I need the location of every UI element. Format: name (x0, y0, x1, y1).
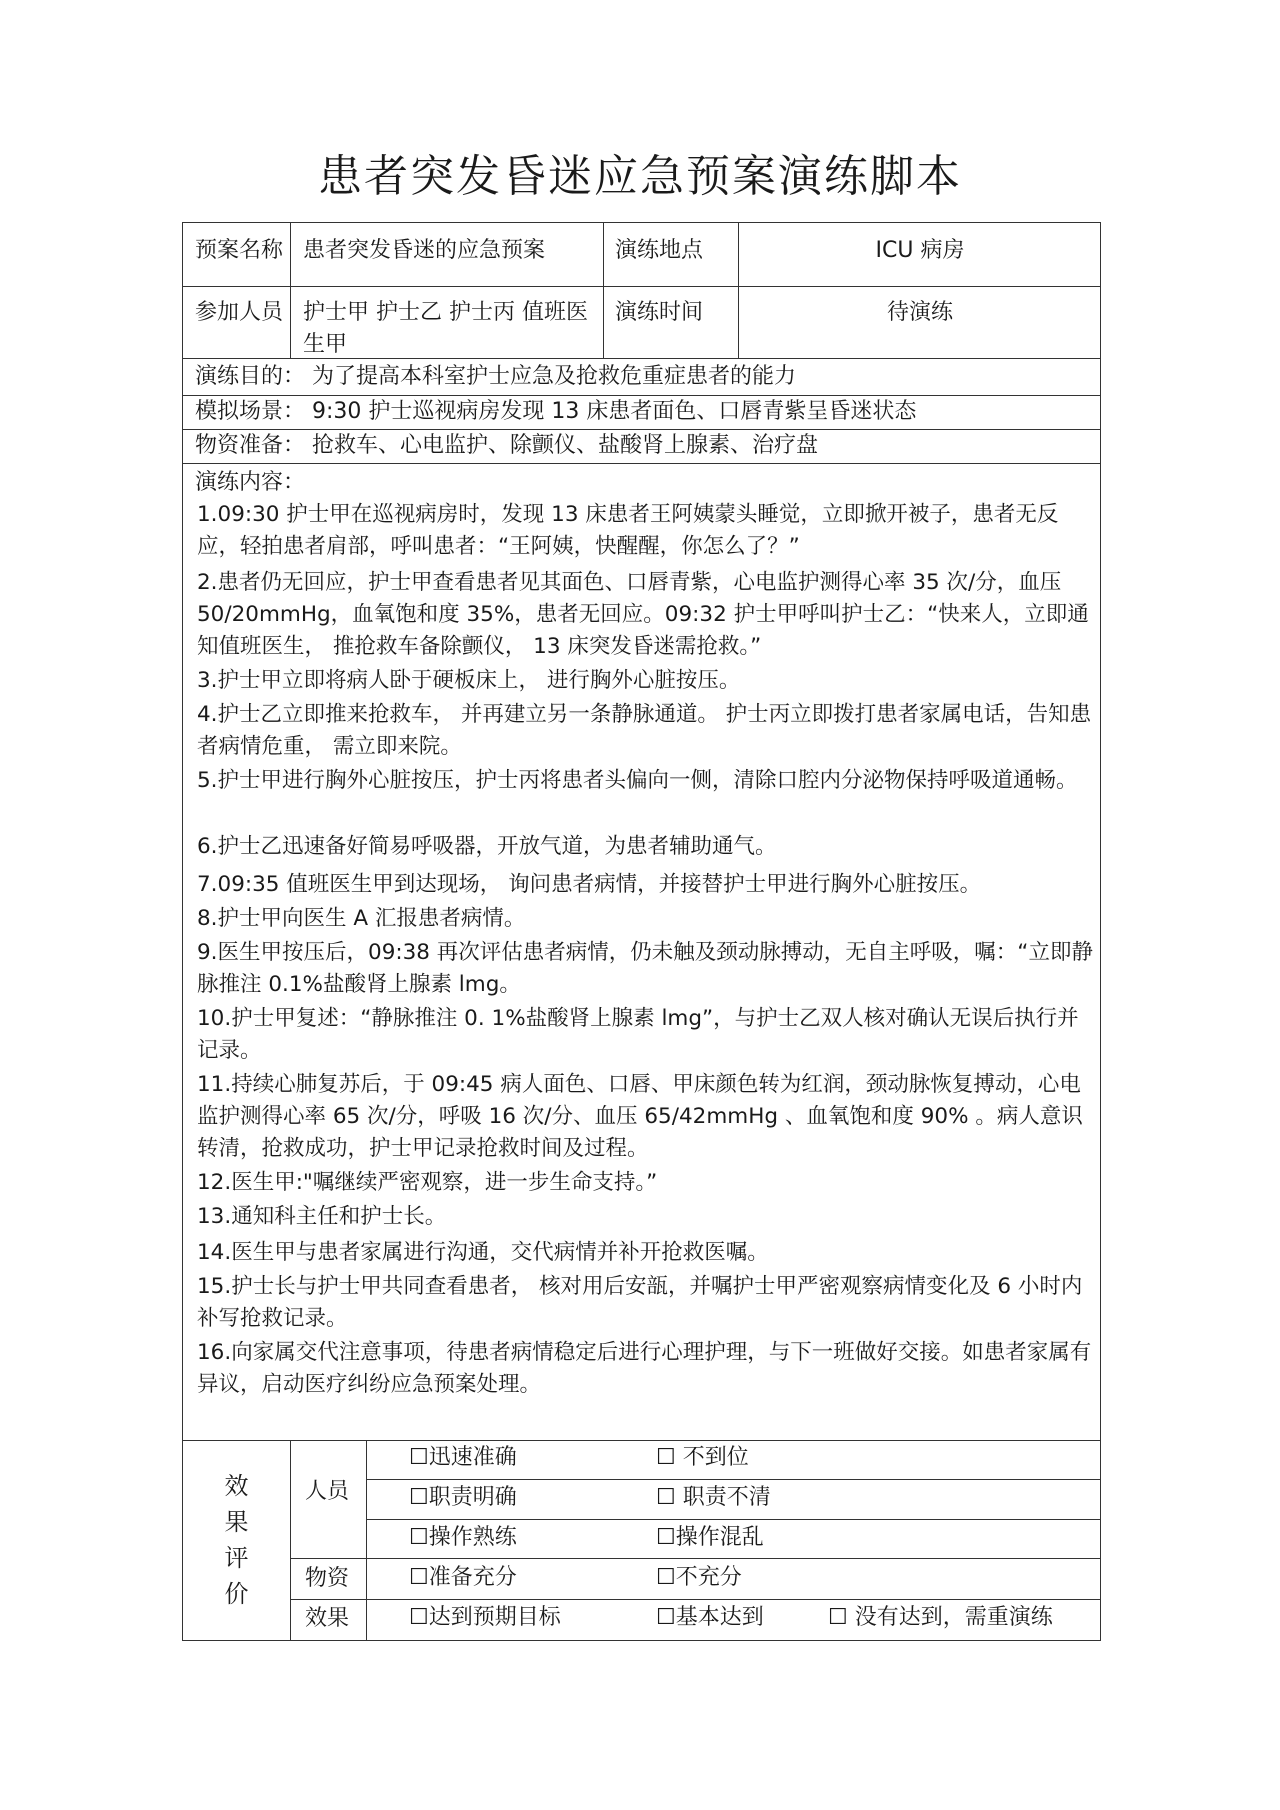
drill-step: 9.医生甲按压后，09:38 再次评估患者病情，仍未触及颈动脉搏动，无自主呼吸，嘱：“立即静脉推注 0.1%盐酸肾上腺素 lmg。 (197, 940, 1093, 997)
row-divider (366, 1519, 1100, 1520)
row-divider (183, 286, 1100, 287)
plan-name-value: 患者突发昏迷的应急预案 (303, 238, 546, 263)
time-label: 演练时间 (615, 300, 704, 325)
drill-script-table (182, 222, 1101, 1641)
drill-step: 15.护士长与护士甲共同查看患者， 核对用后安瓿，并嘱护士甲严密观察病情变化及 6 小时内补写抢救记录。 (197, 1274, 1083, 1331)
eval-checkbox[interactable]: ☐迅速准确 (409, 1445, 517, 1470)
participants-value: 护士甲 护士乙 护士丙 值班医生甲 (303, 300, 588, 357)
drill-step: 1.09:30 护士甲在巡视病房时，发现 13 床患者王阿姨蒙头睡觉，立即掀开被子，患者无反应，轻拍患者肩部，呼叫患者：“王阿姨，快醒醒，你怎么了？” (197, 502, 1059, 559)
drill-step: 10.护士甲复述：“静脉推注 0. 1%盐酸肾上腺素 lmg”，与护士乙双人核对确认无误后执行并记录。 (197, 1006, 1079, 1063)
row-divider (290, 1558, 1100, 1559)
eval-checkbox[interactable]: ☐ 没有达到，需重演练 (828, 1605, 1053, 1630)
drill-step: 5.护士甲进行胸外心脏按压，护士丙将患者头偏向一侧，清除口腔内分泌物保持呼吸道通畅。 (197, 768, 1078, 793)
col-divider (366, 1440, 367, 1640)
drill-step: 2.患者仍无回应，护士甲查看患者见其面色、口唇青紫，心电监护测得心率 35 次/分，血压 50/20mmHg，血氧饱和度 35%，患者无回应。09:32 护士甲呼叫护士乙：“快来人，立即通知值班医生， 推抢救车备除颤仪， 13 床突发昏迷需抢救。” (197, 570, 1089, 659)
eval-personnel-label: 人员 (305, 1479, 350, 1504)
drill-step: 12.医生甲:"嘱继续严密观察，进一步生命支持。” (197, 1170, 658, 1195)
eval-checkbox[interactable]: ☐操作混乱 (656, 1525, 764, 1550)
eval-checkbox[interactable]: ☐基本达到 (656, 1605, 764, 1630)
eval-materials-label: 物资 (305, 1566, 350, 1591)
location-label: 演练地点 (615, 238, 704, 263)
eval-side-char: 评 (224, 1544, 249, 1572)
drill-step: 8.护士甲向医生 A 汇报患者病情。 (197, 906, 526, 931)
col-divider (290, 1440, 291, 1640)
drill-step: 16.向家属交代注意事项，待患者病情稳定后进行心理护理，与下一班做好交接。如患者家属有异议，启动医疗纠纷应急预案处理。 (197, 1340, 1092, 1397)
materials-row: 物资准备： 抢救车、心电监护、除颤仪、盐酸肾上腺素、治疗盘 (195, 433, 818, 458)
col-divider (738, 223, 739, 358)
col-divider (603, 223, 604, 358)
participants-label: 参加人员 (195, 300, 284, 325)
eval-checkbox[interactable]: ☐职责明确 (409, 1485, 517, 1510)
page-title: 患者突发昏迷应急预案演练脚本 (318, 151, 962, 202)
eval-effect-label: 效果 (305, 1606, 350, 1631)
row-divider (183, 463, 1100, 464)
eval-checkbox[interactable]: ☐ 不到位 (656, 1445, 749, 1470)
content-label: 演练内容： (195, 470, 306, 495)
eval-side-char: 果 (224, 1508, 249, 1536)
col-divider (290, 223, 291, 358)
eval-side-char: 效 (224, 1472, 249, 1500)
drill-step: 11.持续心肺复苏后，于 09:45 病人面色、口唇、甲床颜色转为红润，颈动脉恢复搏动，心电监护测得心率 65 次/分，呼吸 16 次/分、血压 65/42mmHg 、血氧饱和度 90% 。病人意识转清，抢救成功，护士甲记录抢救时间及过程。 (197, 1072, 1083, 1161)
eval-checkbox[interactable]: ☐操作熟练 (409, 1525, 517, 1550)
drill-step: 13.通知科主任和护士长。 (197, 1204, 447, 1229)
drill-step: 3.护士甲立即将病人卧于硬板床上， 进行胸外心脏按压。 (197, 668, 741, 693)
drill-step: 7.09:35 值班医生甲到达现场， 询问患者病情，并接替护士甲进行胸外心脏按压。 (197, 872, 982, 897)
row-divider (366, 1479, 1100, 1480)
plan-name-label: 预案名称 (195, 238, 284, 263)
eval-checkbox[interactable]: ☐准备充分 (409, 1565, 517, 1590)
time-value: 待演练 (886, 300, 953, 325)
row-divider (290, 1599, 1100, 1600)
row-divider (183, 1440, 1100, 1441)
eval-side-char: 价 (224, 1580, 249, 1608)
eval-checkbox[interactable]: ☐达到预期目标 (409, 1605, 561, 1630)
eval-checkbox[interactable]: ☐ 职责不清 (656, 1485, 771, 1510)
eval-checkbox[interactable]: ☐不充分 (656, 1565, 742, 1590)
drill-step: 4.护士乙立即推来抢救车， 并再建立另一条静脉通道。 护士丙立即拨打患者家属电话，告知患者病情危重， 需立即来院。 (197, 702, 1092, 759)
drill-step: 6.护士乙迅速备好简易呼吸器，开放气道，为患者辅助通气。 (197, 834, 777, 859)
location-value: ICU 病房 (875, 238, 965, 263)
purpose-row: 演练目的： 为了提高本科室护士应急及抢救危重症患者的能力 (195, 364, 796, 389)
drill-step: 14.医生甲与患者家属进行沟通，交代病情并补开抢救医嘱。 (197, 1240, 769, 1265)
scenario-row: 模拟场景： 9:30 护士巡视病房发现 13 床患者面色、口唇青紫呈昏迷状态 (195, 399, 917, 424)
